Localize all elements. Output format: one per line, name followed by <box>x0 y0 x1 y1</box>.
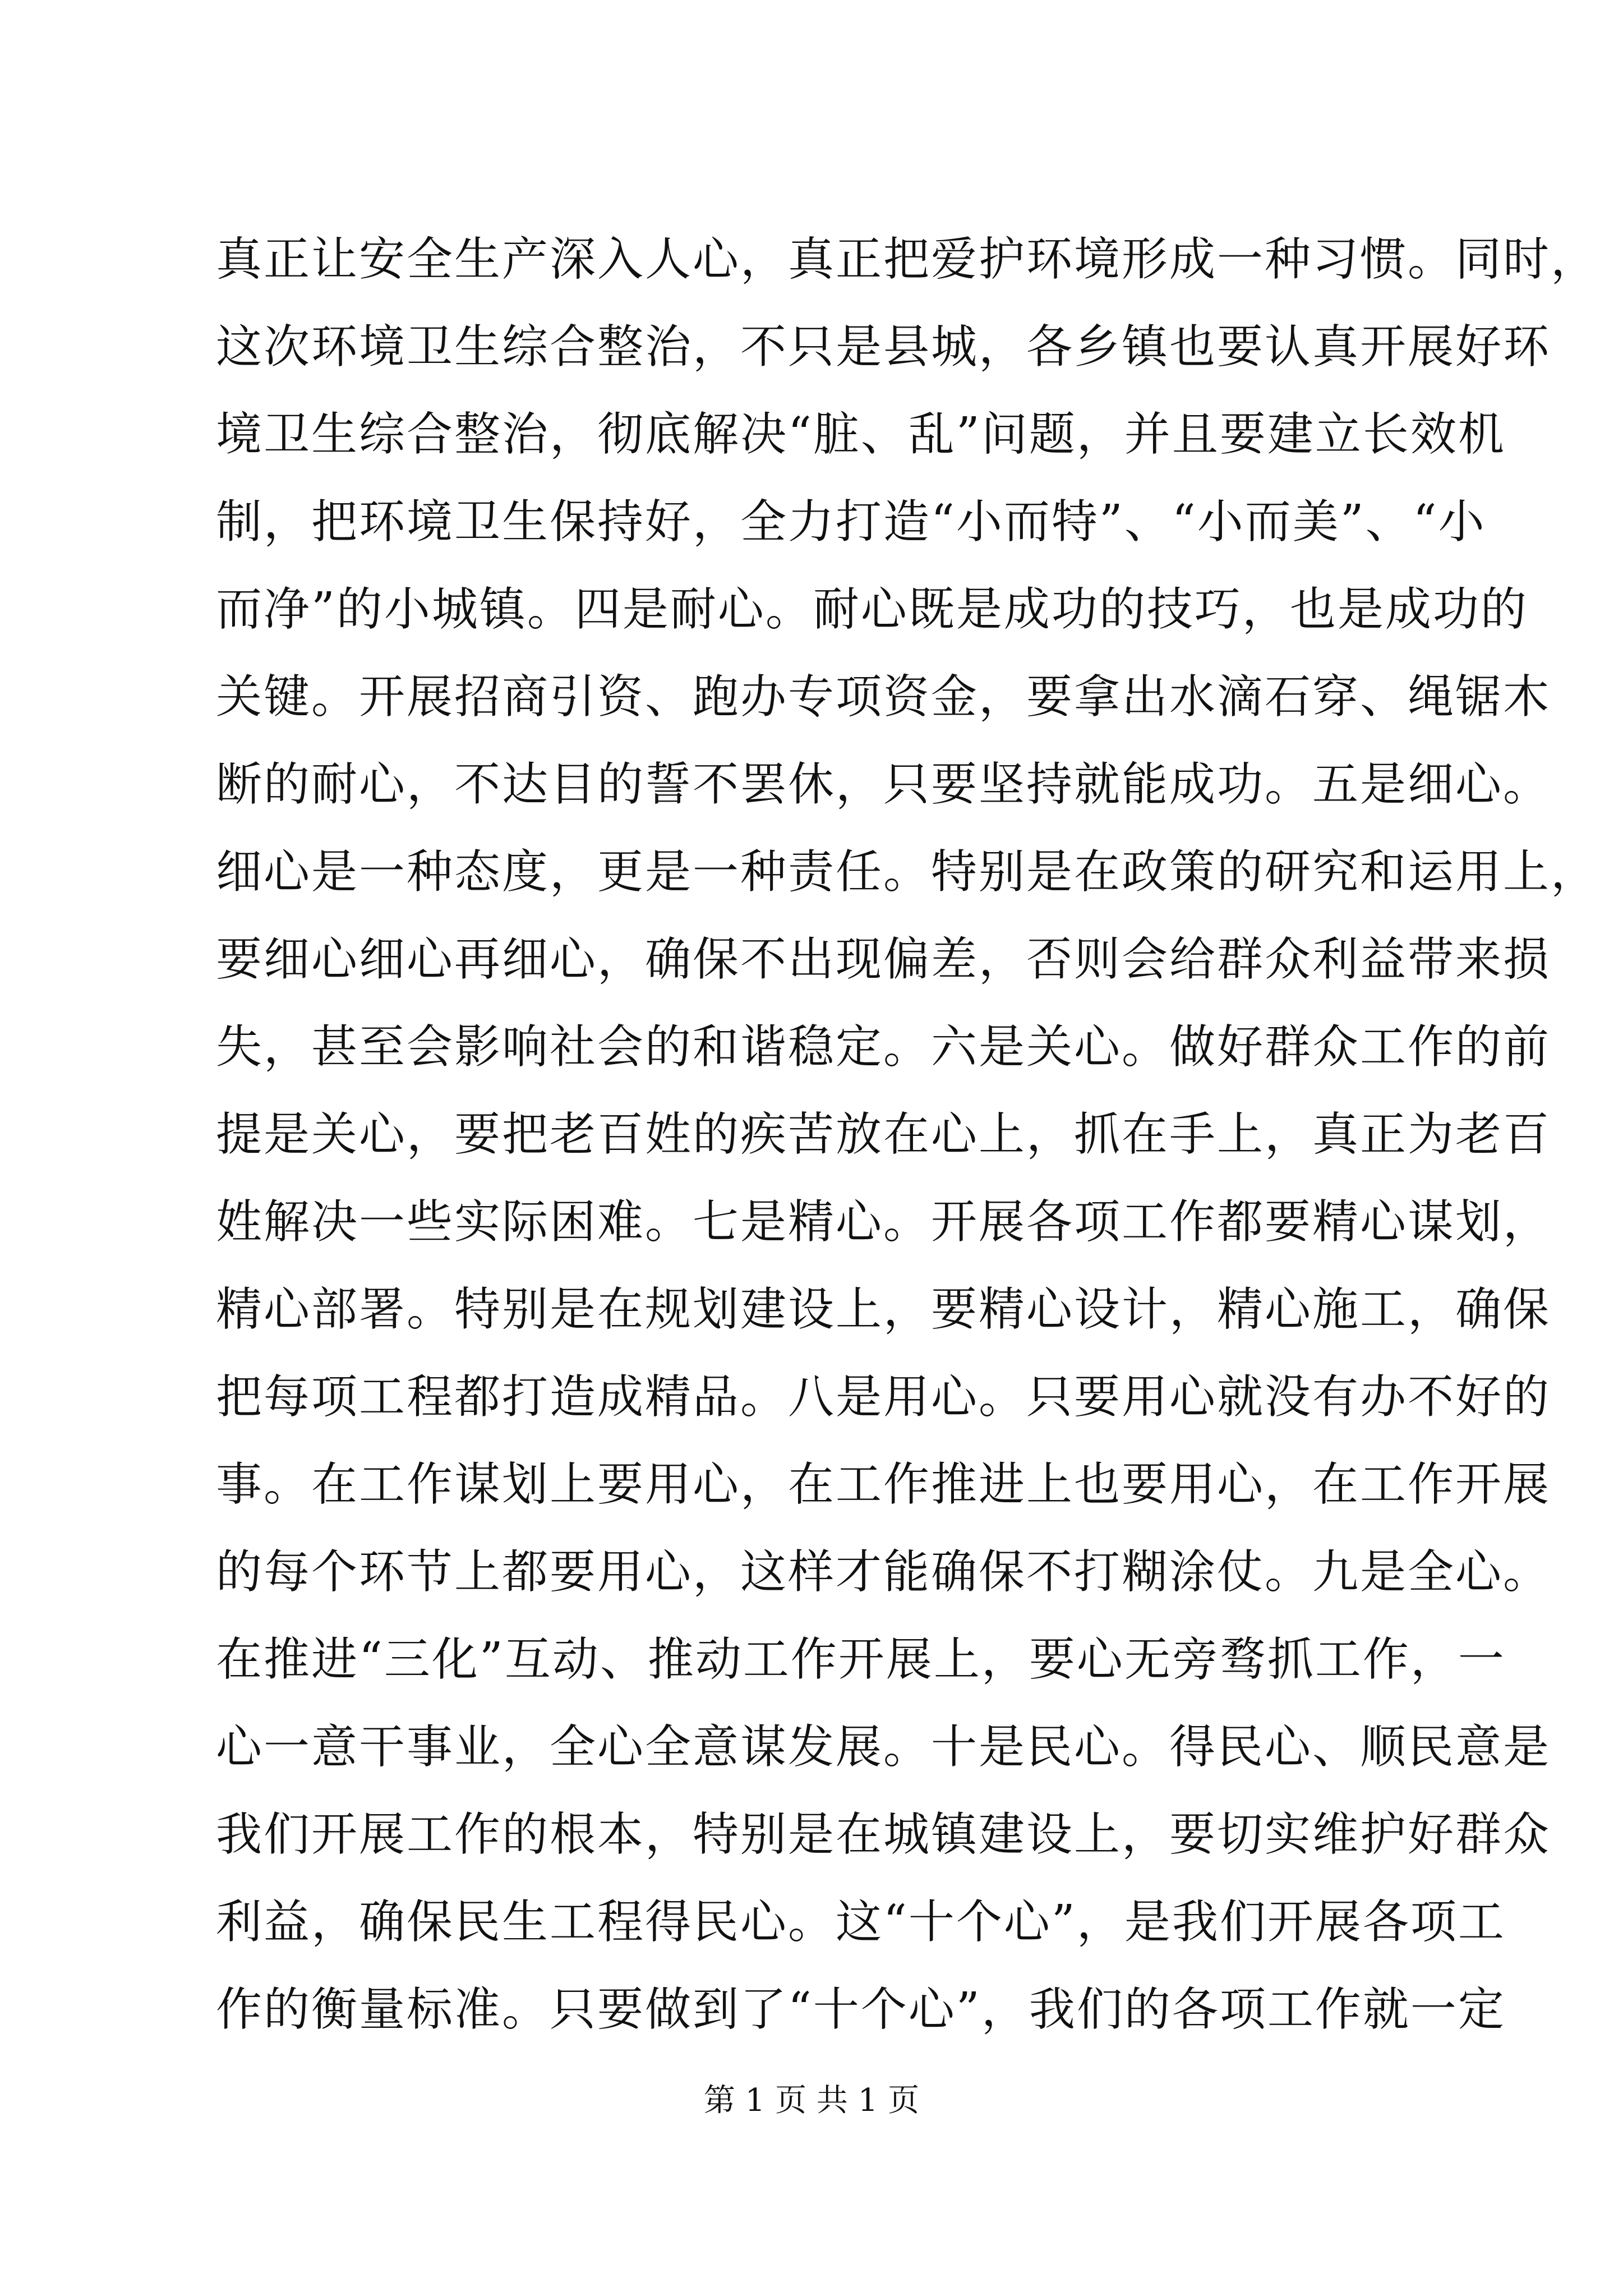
text-line: 而净”的小城镇。四是耐心。耐心既是成功的技巧，也是成功的 <box>216 583 1528 636</box>
text-line: 在推进“三化”互动、推动工作开展上，要心无旁骛抓工作，一 <box>216 1633 1506 1686</box>
document-body <box>216 216 1599 2054</box>
text-line: 姓解决一些实际困难。七是精心。开展各项工作都要精心谋划， <box>216 1195 1551 1249</box>
page-number-footer: 第 1 页 共 1 页 <box>703 2082 920 2119</box>
text-line: 把每项工程都打造成精品。八是用心。只要用心就没有办不好的 <box>216 1370 1551 1424</box>
text-line: 精心部署。特别是在规划建设上，要精心设计，精心施工，确保 <box>216 1283 1551 1336</box>
text-line: 作的衡量标准。只要做到了“十个心”，我们的各项工作就一定 <box>216 1983 1506 2036</box>
text-line: 心一意干事业，全心全意谋发展。十是民心。得民心、顺民意是 <box>216 1720 1551 1774</box>
text-line: 我们开展工作的根本，特别是在城镇建设上，要切实维护好群众 <box>216 1808 1551 1861</box>
text-line: 细心是一种态度，更是一种责任。特别是在政策的研究和运用上， <box>216 845 1599 899</box>
text-line: 提是关心，要把老百姓的疾苦放在心上，抓在手上，真正为老百 <box>216 1108 1551 1161</box>
text-line: 关键。开展招商引资、跑办专项资金，要拿出水滴石穿、绳锯木 <box>216 670 1551 724</box>
text-line: 真正让安全生产深入人心，真正把爱护环境形成一种习惯。同时， <box>216 233 1599 286</box>
text-line: 要细心细心再细心，确保不出现偏差，否则会给群众利益带来损 <box>216 933 1551 986</box>
text-line: 事。在工作谋划上要用心，在工作推进上也要用心，在工作开展 <box>216 1458 1551 1511</box>
text-line: 断的耐心，不达目的誓不罢休，只要坚持就能成功。五是细心。 <box>216 758 1551 811</box>
text-line: 利益，确保民生工程得民心。这“十个心”，是我们开展各项工 <box>216 1895 1506 1949</box>
text-line: 制，把环境卫生保持好，全力打造“小而特”、“小而美”、“小 <box>216 495 1486 549</box>
text-line: 失，甚至会影响社会的和谐稳定。六是关心。做好群众工作的前 <box>216 1020 1551 1074</box>
text-line: 境卫生综合整治，彻底解决“脏、乱”问题，并且要建立长效机 <box>216 408 1506 461</box>
text-line: 的每个环节上都要用心，这样才能确保不打糊涂仗。九是全心。 <box>216 1545 1551 1599</box>
text-line: 这次环境卫生综合整治，不只是县城，各乡镇也要认真开展好环 <box>216 320 1551 374</box>
